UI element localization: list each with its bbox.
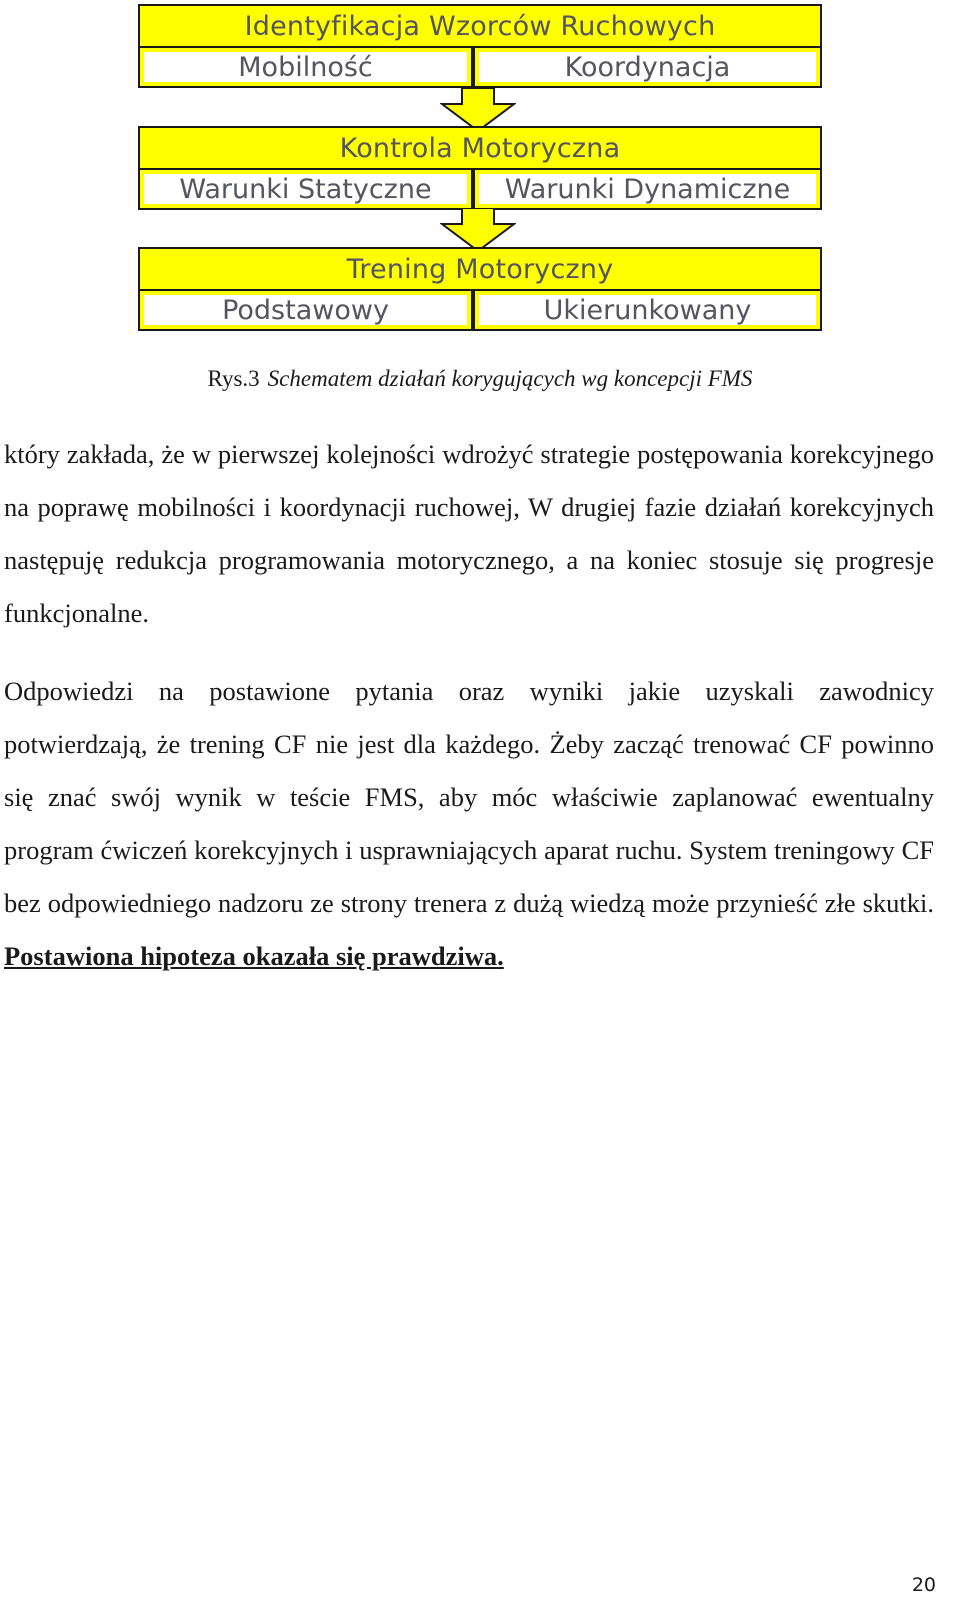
block-cell-label: Mobilność: [144, 52, 467, 82]
block-title: Trening Motoryczny: [138, 247, 822, 291]
diagram-block-identification: [138, 4, 822, 88]
paragraph-text: Odpowiedzi na postawione pytania oraz wyniki jakie uzyskali zawodnicy potwierdzają, że trening CF nie jest dla każdego. Żeby zacząć trenować CF powinno się znać swój wynik w teście FMS, aby móc właściwie zaplanować ewentualny program ćwiczeń korekcyjnych i usprawniających aparat ruchu. System treningowy CF bez odpowiedniego nadzoru ze strony trenera z dużą wiedzą może przynieść złe skutki.: [4, 676, 934, 918]
block-cell-label: Warunki Dynamiczne: [479, 174, 816, 204]
block-cell-right: [473, 168, 822, 210]
figure-number: Rys.3: [207, 366, 260, 391]
caption-text: Schematem działań korygujących wg koncepcji FMS: [267, 366, 753, 391]
figure-caption: [0, 366, 960, 392]
block-title: Identyfikacja Wzorców Ruchowych: [138, 4, 822, 48]
down-arrow-icon: [440, 208, 516, 252]
block-cell-label: Ukierunkowany: [479, 295, 816, 325]
block-title: Kontrola Motoryczna: [138, 126, 822, 170]
block-cell-right: [473, 46, 822, 88]
diagram-block-motor-control: [138, 126, 822, 210]
page-number: 20: [911, 1574, 936, 1596]
body-paragraph: [4, 665, 934, 983]
block-cell-left: [138, 46, 473, 88]
body-paragraph: który zakłada, że w pierwszej kolejności wdrożyć strategie postępowania korekcyjnego na poprawę mobilności i koordynacji ruchowej, W drugiej fazie działań korekcyjnych następuję redukcja programowania motorycznego, a na koniec stosuje się progresje funkcjonalne.: [4, 439, 934, 628]
block-cell-label: Koordynacja: [479, 52, 816, 82]
diagram-block-motor-training: [138, 247, 822, 331]
block-cell-right: [473, 289, 822, 331]
block-cell-left: [138, 168, 473, 210]
block-cell-label: Warunki Statyczne: [144, 174, 467, 204]
hypothesis-conclusion: Postawiona hipoteza okazała się prawdziwa.: [4, 941, 504, 971]
block-cell-left: [138, 289, 473, 331]
fms-diagram: [138, 4, 822, 334]
block-cell-label: Podstawowy: [144, 295, 467, 325]
